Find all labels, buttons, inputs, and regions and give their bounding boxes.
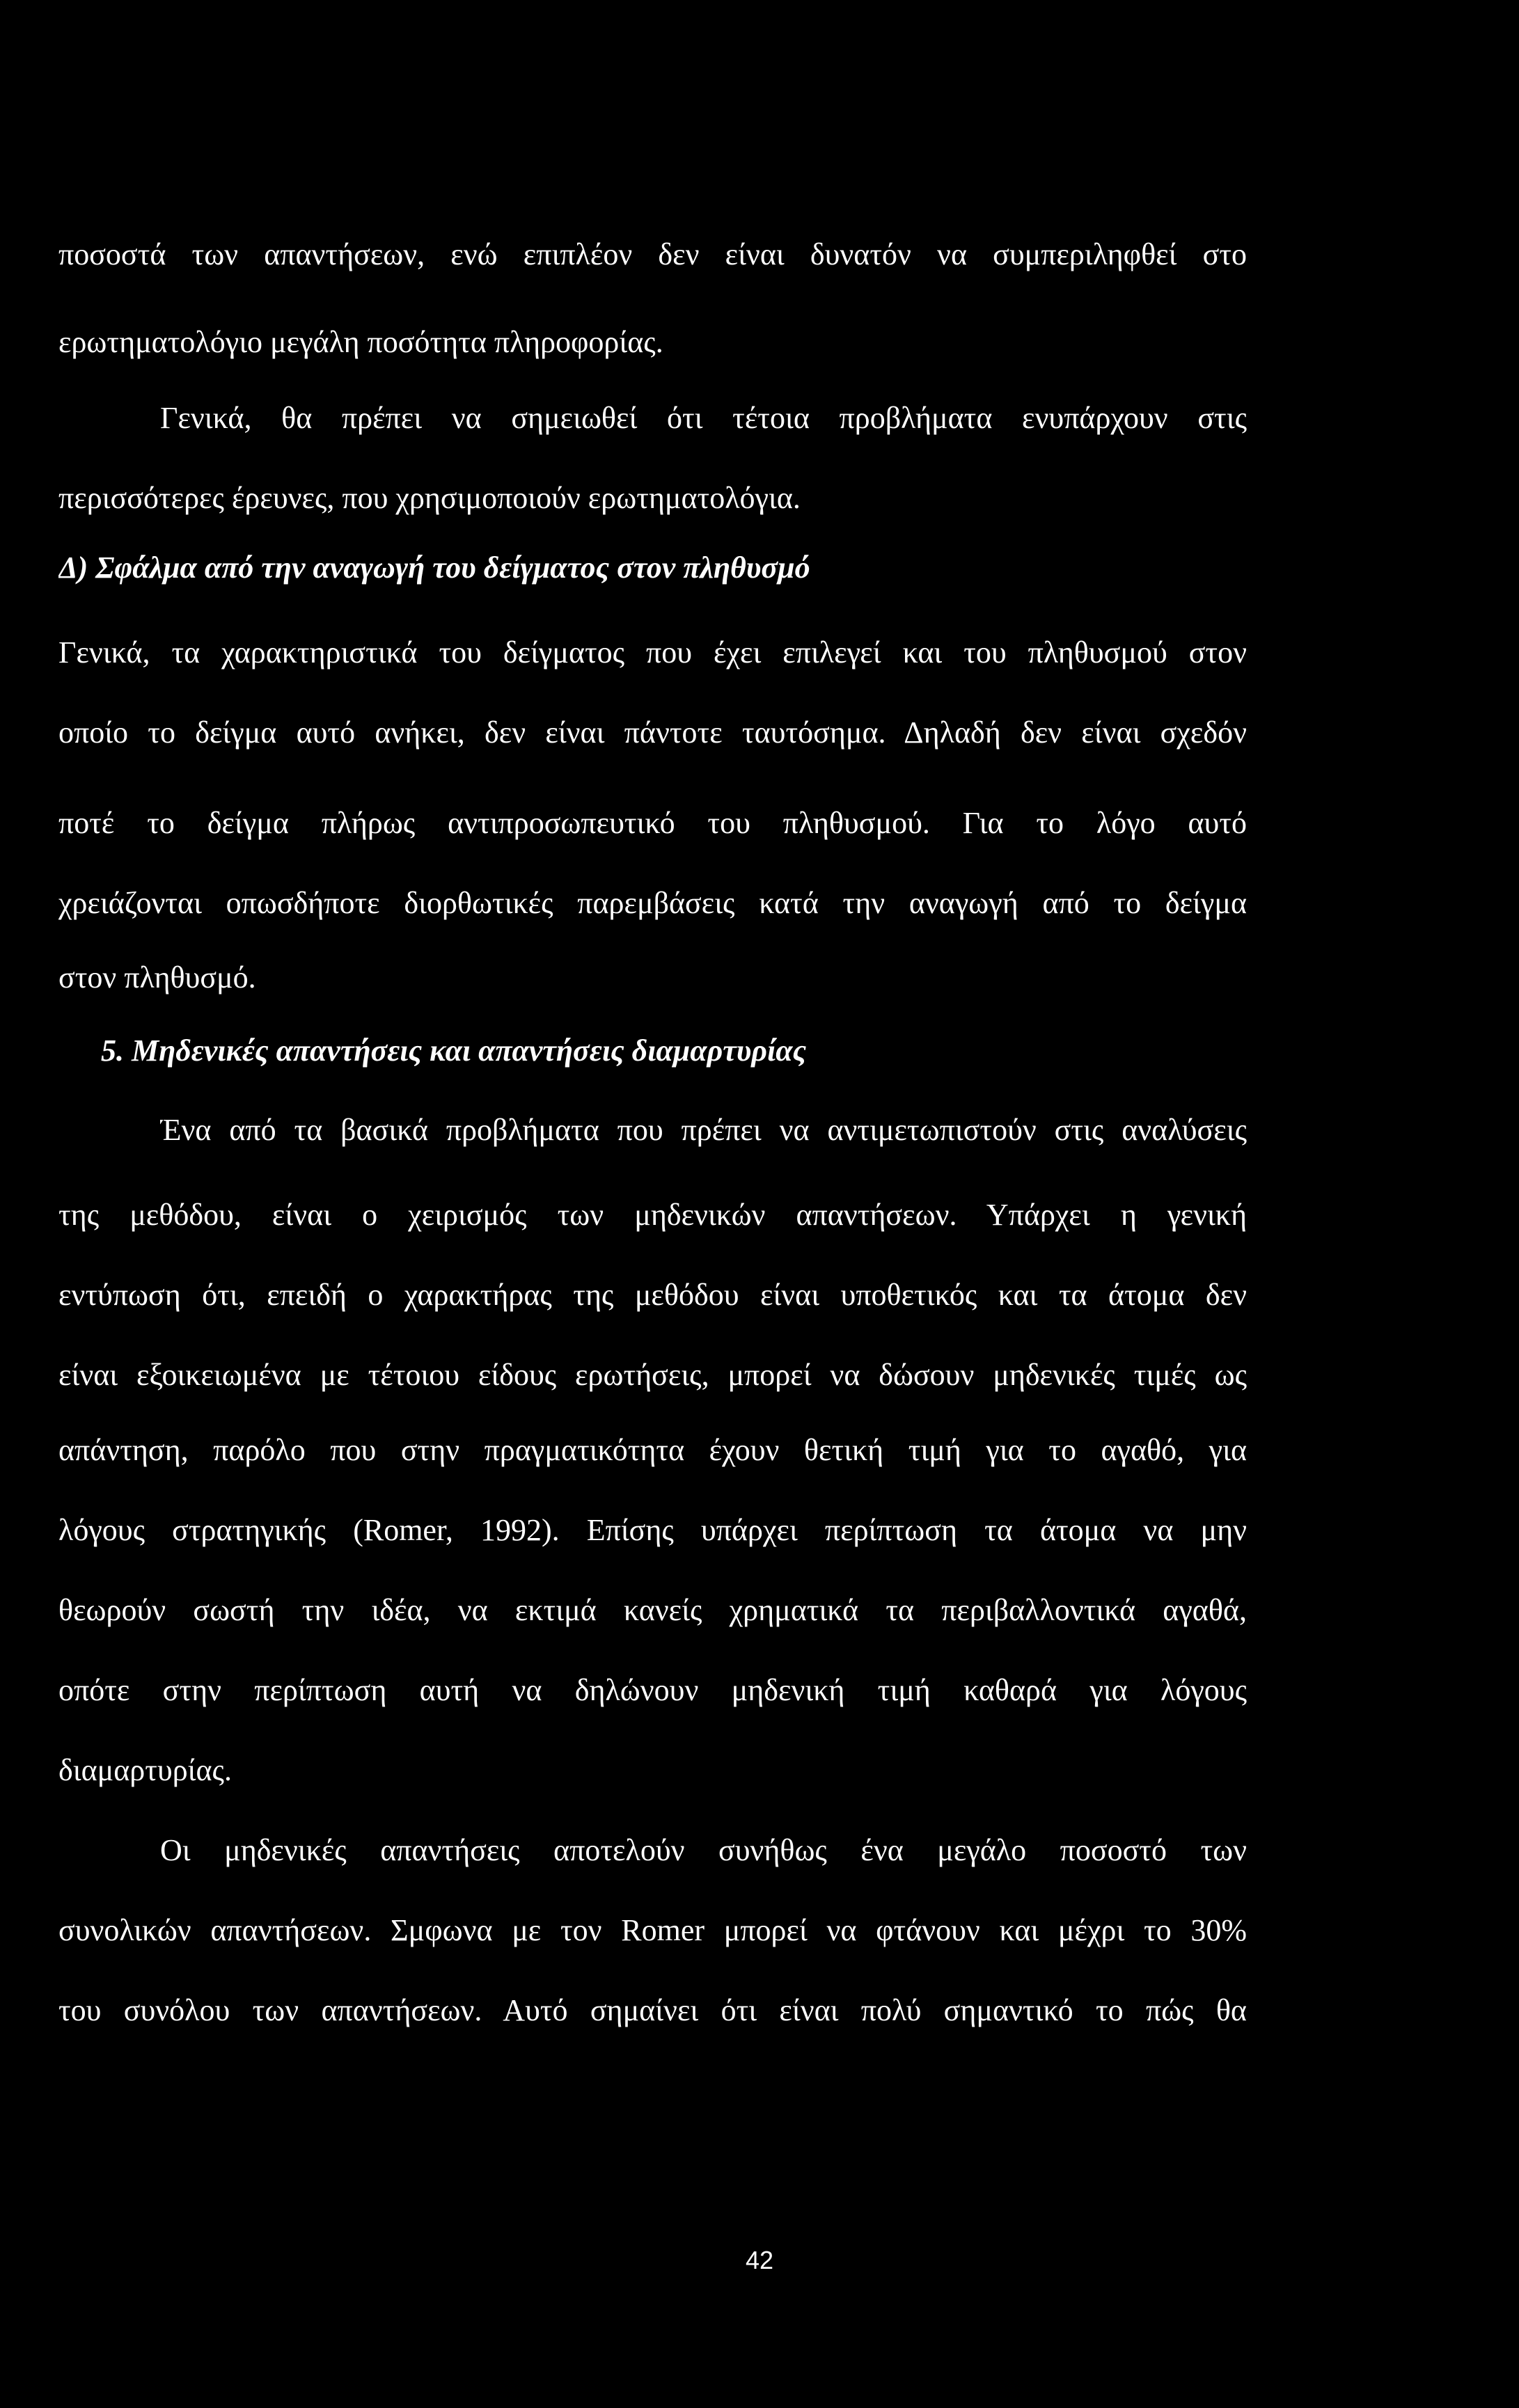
paragraph-line: απάντηση, παρόλο που στην πραγματικότητα έχουν θετική τιμή για το αγαθό, για (58, 1433, 1247, 1467)
paragraph-line: Οι μηδενικές απαντήσεις αποτελούν συνήθως ένα μεγάλο ποσοστό των (160, 1833, 1247, 1867)
section-heading: 5. Μηδενικές απαντήσεις και απαντήσεις διαμαρτυρίας (101, 1033, 807, 1068)
paragraph-line: οποίο το δείγμα αυτό ανήκει, δεν είναι πάντοτε ταυτόσημα. Δηλαδή δεν είναι σχεδόν (58, 715, 1247, 750)
paragraph-line: ποτέ το δείγμα πλήρως αντιπροσωπευτικό του πληθυσμού. Για το λόγο αυτό (58, 806, 1247, 840)
paragraph-line: της μεθόδου, είναι ο χειρισμός των μηδενικών απαντήσεων. Υπάρχει η γενική (58, 1198, 1247, 1232)
paragraph-line: εντύπωση ότι, επειδή ο χαρακτήρας της μεθόδου είναι υποθετικός και τα άτομα δεν (58, 1278, 1247, 1312)
paragraph-line: του συνόλου των απαντήσεων. Αυτό σημαίνει ότι είναι πολύ σημαντικό το πώς θα (58, 1993, 1247, 2027)
paragraph-line: οπότε στην περίπτωση αυτή να δηλώνουν μηδενική τιμή καθαρά για λόγους (58, 1673, 1247, 1707)
page-number: 42 (745, 2246, 774, 2274)
paragraph-line: είναι εξοικειωμένα με τέτοιου είδους ερωτήσεις, μπορεί να δώσουν μηδενικές τιμές ως (58, 1358, 1247, 1392)
paragraph-line: χρειάζονται οπωσδήποτε διορθωτικές παρεμβάσεις κατά την αναγωγή από το δείγμα (58, 886, 1247, 920)
section-heading: Δ) Σφάλμα από την αναγωγή του δείγματος στον πληθυσμό (58, 550, 810, 585)
paragraph-line: στον πληθυσμό. (58, 960, 256, 995)
paragraph-line: περισσότερες έρευνες, που χρησιμοποιούν ερωτηματολόγια. (58, 481, 801, 515)
paragraph-line: Ένα από τα βασικά προβλήματα που πρέπει να αντιμετωπιστούν στις αναλύσεις (160, 1113, 1247, 1147)
paragraph-line: Γενικά, τα χαρακτηριστικά του δείγματος που έχει επιλεγεί και του πληθυσμού στον (58, 635, 1247, 670)
paragraph-line: Γενικά, θα πρέπει να σημειωθεί ότι τέτοια προβλήματα ενυπάρχουν στις (160, 401, 1247, 435)
paragraph-line: συνολικών απαντήσεων. Σμφωνα με τον Romer μπορεί να φτάνουν και μέχρι το 30% (58, 1913, 1247, 1947)
paragraph-line: ποσοστά των απαντήσεων, ενώ επιπλέον δεν είναι δυνατόν να συμπεριληφθεί στο (58, 237, 1247, 271)
paragraph-line: ερωτηματολόγιο μεγάλη ποσότητα πληροφορίας. (58, 325, 663, 359)
paragraph-line: λόγους στρατηγικής (Romer, 1992). Επίσης υπάρχει περίπτωση τα άτομα να μην (58, 1513, 1247, 1547)
paragraph-line: θεωρούν σωστή την ιδέα, να εκτιμά κανείς χρηματικά τα περιβαλλοντικά αγαθά, (58, 1593, 1247, 1627)
paragraph-line: διαμαρτυρίας. (58, 1753, 232, 1787)
